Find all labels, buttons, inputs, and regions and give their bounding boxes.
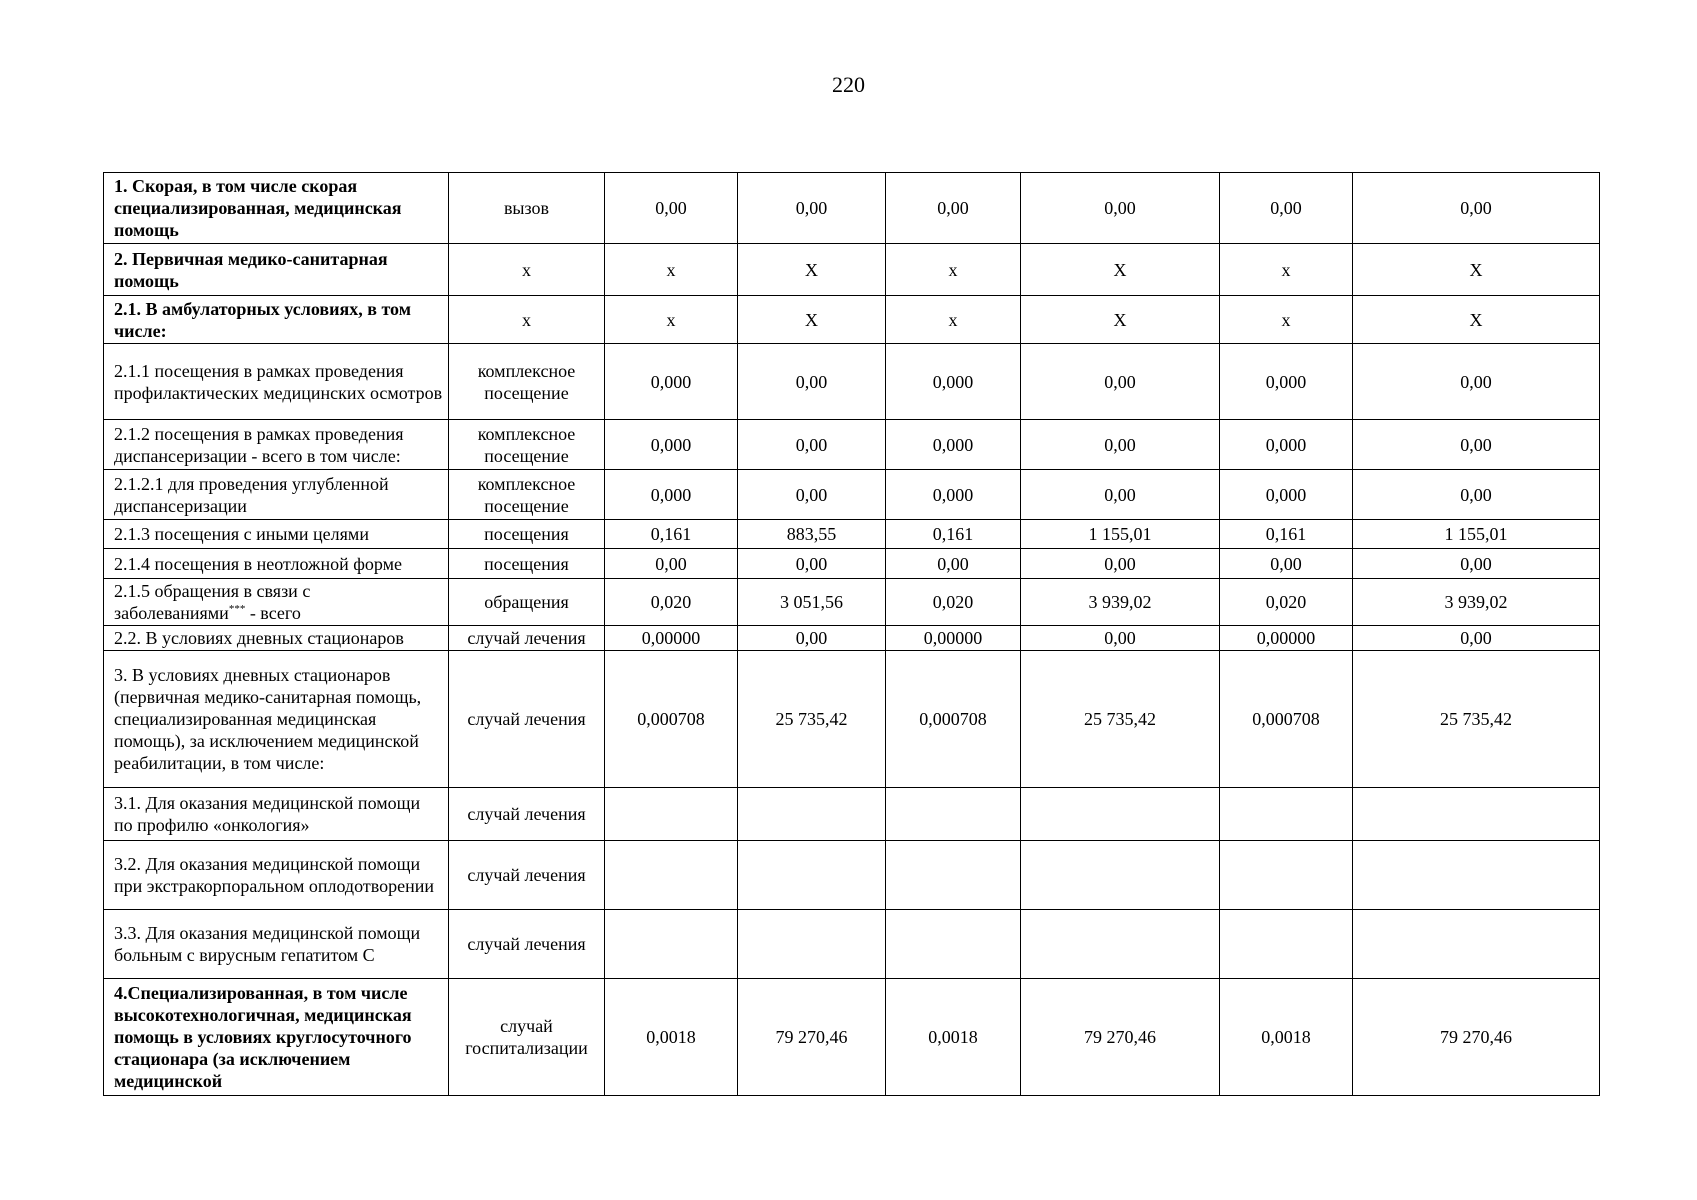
row-name-cell <box>104 520 449 549</box>
row-name: 2.1.3 посещения с иными целями <box>114 524 369 544</box>
row-name-cell <box>104 549 449 579</box>
value-cell: 3 939,02 <box>1353 579 1600 626</box>
value-cell: Х <box>1353 244 1600 296</box>
row-name-cell <box>104 841 449 910</box>
value-cell <box>605 841 738 910</box>
table-row <box>104 651 1600 788</box>
table-row <box>104 910 1600 979</box>
unit-cell: случай лечения <box>449 910 605 979</box>
table-row <box>104 626 1600 651</box>
value-cell: 3 939,02 <box>1021 579 1220 626</box>
value-cell <box>605 788 738 841</box>
row-name-cell <box>104 626 449 651</box>
row-name-cell <box>104 579 449 626</box>
value-cell: х <box>886 296 1021 344</box>
value-cell <box>1353 788 1600 841</box>
row-name-suffix: - всего <box>245 603 301 623</box>
value-cell: 1 155,01 <box>1021 520 1220 549</box>
row-name-cell <box>104 910 449 979</box>
row-name: 2.1. В амбулаторных условиях, в том числе: <box>114 298 411 341</box>
value-cell: 0,00 <box>738 420 886 470</box>
value-cell <box>1220 788 1353 841</box>
value-cell: 0,00 <box>1353 470 1600 520</box>
value-cell: 0,000 <box>886 420 1021 470</box>
unit-cell: обращения <box>449 579 605 626</box>
value-cell: 0,000 <box>605 344 738 420</box>
row-name-cell <box>104 979 449 1096</box>
value-cell: 0,00 <box>738 173 886 244</box>
table-row <box>104 841 1600 910</box>
value-cell: 0,00 <box>1353 549 1600 579</box>
value-cell: 1 155,01 <box>1353 520 1600 549</box>
unit-cell: посещения <box>449 520 605 549</box>
value-cell: Х <box>738 296 886 344</box>
table-row <box>104 788 1600 841</box>
row-name: 2.1.5 обращения в связи с заболеваниями <box>114 581 311 623</box>
value-cell: 0,020 <box>886 579 1021 626</box>
unit-cell: х <box>449 296 605 344</box>
value-cell: 0,00 <box>1353 420 1600 470</box>
table-row <box>104 549 1600 579</box>
value-cell: 0,0018 <box>886 979 1021 1096</box>
value-cell: 0,00 <box>1220 173 1353 244</box>
table-row <box>104 520 1600 549</box>
table-row <box>104 296 1600 344</box>
value-cell: 0,00000 <box>605 626 738 651</box>
value-cell: 0,020 <box>605 579 738 626</box>
unit-cell: случай лечения <box>449 626 605 651</box>
row-name: 4.Специализированная, в том числе высокотехнологичная, медицинская помощь в условиях круглосуточного стационара (за исключением медицинской <box>114 983 412 1091</box>
unit-cell: комплексное посещение <box>449 420 605 470</box>
value-cell: 0,00 <box>605 549 738 579</box>
row-name: 2.1.4 посещения в неотложной форме <box>114 553 402 574</box>
value-cell: 0,00000 <box>886 626 1021 651</box>
row-name: 2.1.1 посещения в рамках проведения профилактических медицинских осмотров <box>114 360 443 403</box>
value-cell: 883,55 <box>738 520 886 549</box>
value-cell: 25 735,42 <box>738 651 886 788</box>
row-name: 3.3. Для оказания медицинской помощи больным с вирусным гепатитом С <box>114 923 421 965</box>
value-cell: 0,000 <box>1220 420 1353 470</box>
value-cell: 0,00 <box>886 173 1021 244</box>
value-cell: 0,0018 <box>605 979 738 1096</box>
value-cell: 0,000708 <box>605 651 738 788</box>
row-name: 2.2. В условиях дневных стационаров <box>114 628 404 648</box>
row-name-cell <box>104 244 449 296</box>
value-cell <box>1021 910 1220 979</box>
table-row <box>104 173 1600 244</box>
value-cell: 0,00 <box>1021 626 1220 651</box>
row-name: 3. В условиях дневных стационаров (первичная медико-санитарная помощь, специализированная медицинская помощь), за исключением медицинской реабилитации, в том числе: <box>114 665 422 773</box>
unit-cell: х <box>449 244 605 296</box>
value-cell <box>1353 910 1600 979</box>
value-cell: Х <box>1021 244 1220 296</box>
value-cell: 0,000708 <box>886 651 1021 788</box>
unit-cell: посещения <box>449 549 605 579</box>
value-cell <box>886 910 1021 979</box>
value-cell: 0,00 <box>886 549 1021 579</box>
value-cell: 0,00 <box>1021 549 1220 579</box>
value-cell: 0,000 <box>605 470 738 520</box>
value-cell: х <box>605 244 738 296</box>
value-cell <box>738 841 886 910</box>
value-cell: 0,161 <box>605 520 738 549</box>
value-cell <box>1220 910 1353 979</box>
value-cell: 0,020 <box>1220 579 1353 626</box>
table-row <box>104 979 1600 1096</box>
value-cell: 0,00 <box>605 173 738 244</box>
row-name: 3.1. Для оказания медицинской помощи по профилю «онкология» <box>114 793 421 835</box>
value-cell: 0,00 <box>1220 549 1353 579</box>
row-name: 2. Первичная медико-санитарная помощь <box>114 248 388 291</box>
value-cell: 0,00 <box>738 549 886 579</box>
table-row <box>104 344 1600 420</box>
value-cell: 0,00 <box>1021 420 1220 470</box>
table-row <box>104 420 1600 470</box>
value-cell: 0,000 <box>1220 344 1353 420</box>
value-cell: Х <box>1021 296 1220 344</box>
value-cell <box>1220 841 1353 910</box>
value-cell <box>738 788 886 841</box>
value-cell: 0,000 <box>886 344 1021 420</box>
unit-cell: случай лечения <box>449 841 605 910</box>
value-cell <box>738 910 886 979</box>
unit-cell: случай лечения <box>449 651 605 788</box>
value-cell <box>886 788 1021 841</box>
unit-cell: вызов <box>449 173 605 244</box>
value-cell <box>886 841 1021 910</box>
value-cell: х <box>1220 244 1353 296</box>
footnote-marker: *** <box>228 603 246 615</box>
page-number: 220 <box>832 72 865 97</box>
value-cell: 79 270,46 <box>1353 979 1600 1096</box>
value-cell: 25 735,42 <box>1353 651 1600 788</box>
row-name-cell <box>104 470 449 520</box>
row-name-cell <box>104 296 449 344</box>
value-cell: Х <box>738 244 886 296</box>
value-cell: х <box>1220 296 1353 344</box>
value-cell <box>1021 788 1220 841</box>
row-name: 1. Скорая, в том числе скорая специализированная, медицинская помощь <box>114 176 402 240</box>
value-cell: 79 270,46 <box>1021 979 1220 1096</box>
row-name-cell <box>104 651 449 788</box>
value-cell: 0,000 <box>605 420 738 470</box>
table-row <box>104 244 1600 296</box>
row-name-cell <box>104 788 449 841</box>
value-cell: 3 051,56 <box>738 579 886 626</box>
value-cell: 0,00 <box>1353 344 1600 420</box>
value-cell: 0,000 <box>1220 470 1353 520</box>
row-name: 2.1.2 посещения в рамках проведения диспансеризации - всего в том числе: <box>114 423 404 466</box>
value-cell: Х <box>1353 296 1600 344</box>
value-cell: 0,00 <box>1353 173 1600 244</box>
unit-cell: случай госпитализации <box>449 979 605 1096</box>
row-name-cell <box>104 344 449 420</box>
table-row <box>104 579 1600 626</box>
value-cell: 0,161 <box>1220 520 1353 549</box>
row-name: 3.2. Для оказания медицинской помощи при экстракорпоральном оплодотворении <box>114 854 434 896</box>
value-cell <box>1021 841 1220 910</box>
value-cell: 0,00 <box>738 626 886 651</box>
value-cell <box>605 910 738 979</box>
value-cell: 0,00 <box>738 344 886 420</box>
value-cell: 0,0018 <box>1220 979 1353 1096</box>
value-cell: 0,161 <box>886 520 1021 549</box>
row-name: 2.1.2.1 для проведения углубленной диспансеризации <box>114 473 389 516</box>
value-cell: 0,00 <box>738 470 886 520</box>
unit-cell: комплексное посещение <box>449 470 605 520</box>
value-cell <box>1353 841 1600 910</box>
value-cell: 79 270,46 <box>738 979 886 1096</box>
unit-cell: случай лечения <box>449 788 605 841</box>
value-cell: 0,00 <box>1021 173 1220 244</box>
unit-cell: комплексное посещение <box>449 344 605 420</box>
data-table <box>103 172 1600 1096</box>
value-cell: х <box>886 244 1021 296</box>
value-cell: 0,00 <box>1021 344 1220 420</box>
row-name-cell <box>104 173 449 244</box>
value-cell: 0,000 <box>886 470 1021 520</box>
value-cell: 0,00000 <box>1220 626 1353 651</box>
value-cell: х <box>605 296 738 344</box>
value-cell: 0,000708 <box>1220 651 1353 788</box>
table-row <box>104 470 1600 520</box>
row-name-cell <box>104 420 449 470</box>
value-cell: 25 735,42 <box>1021 651 1220 788</box>
value-cell: 0,00 <box>1353 626 1600 651</box>
value-cell: 0,00 <box>1021 470 1220 520</box>
